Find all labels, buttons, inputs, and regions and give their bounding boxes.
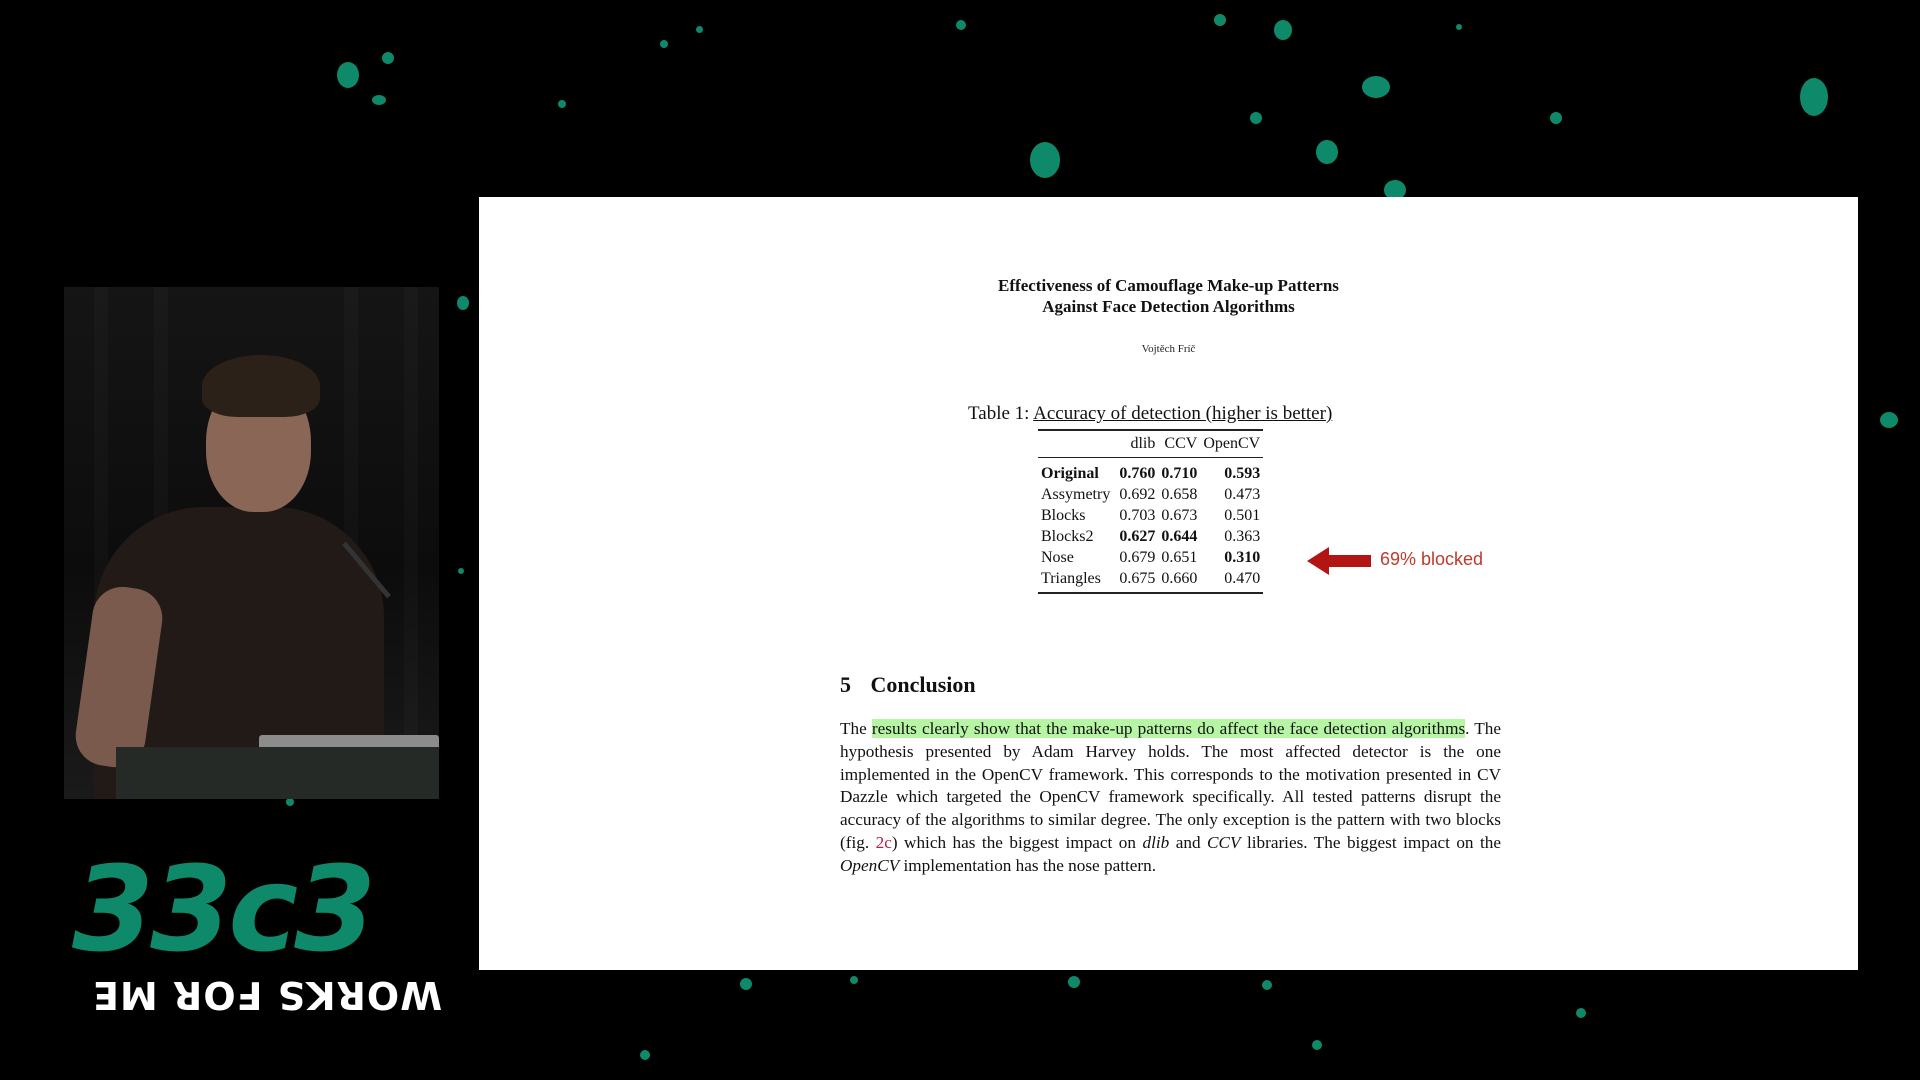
speaker-video <box>64 287 439 799</box>
confetti-dot <box>1362 76 1390 98</box>
row-name: Triangles <box>1041 570 1101 587</box>
confetti-dot <box>1800 78 1828 116</box>
table-header-row <box>1038 430 1263 458</box>
confetti-dot <box>850 976 858 984</box>
confetti-dot <box>640 1050 650 1060</box>
section-heading <box>840 672 976 698</box>
confetti-dot <box>1274 20 1292 40</box>
curtain-fold <box>404 287 418 799</box>
cell-dlib: 0.679 <box>1119 549 1156 566</box>
event-logo <box>72 840 443 1020</box>
confetti-dot <box>696 26 703 33</box>
annotation-label: 69% blocked <box>1380 549 1484 569</box>
table-row <box>1038 505 1263 526</box>
table-header-cell: CCV <box>1164 435 1198 452</box>
confetti-dot <box>1262 980 1272 990</box>
row-name: Original <box>1041 465 1099 482</box>
detection-accuracy-table <box>1038 429 1263 594</box>
table-row <box>1038 568 1263 593</box>
cell-opencv: 0.310 <box>1224 549 1261 566</box>
logo-text: 33c3 <box>72 840 373 978</box>
confetti-dot <box>740 978 752 990</box>
italic-term: dlib <box>1142 832 1170 852</box>
confetti-dot <box>286 798 294 806</box>
text-run: . The hypothesis presented by Adam Harvey holds. The most affected detector is the one implemented in the OpenCV framework. This corresponds to the motivation presented in CV Dazzle which targeted the OpenCV framework specifically. All tested patterns disrupt the accuracy of the algorithms to similar degree. The only exception is the pattern with two blocks (fig. <box>840 719 1502 852</box>
row-name: Blocks <box>1041 507 1086 524</box>
cell-opencv: 0.593 <box>1224 465 1261 482</box>
cell-ccv: 0.660 <box>1161 570 1198 587</box>
cell-ccv: 0.644 <box>1161 528 1198 545</box>
text-run: libraries. The biggest impact on the <box>1246 832 1501 852</box>
presentation-slide <box>479 197 1858 970</box>
cell-dlib: 0.692 <box>1119 486 1156 503</box>
confetti-dot <box>956 20 966 30</box>
cell-opencv: 0.501 <box>1224 507 1261 524</box>
text-run: implementation has the nose pattern. <box>903 855 1156 875</box>
podium <box>116 747 439 799</box>
text-run: The <box>840 719 867 738</box>
italic-term: OpenCV <box>840 855 900 875</box>
cell-dlib: 0.760 <box>1119 465 1156 482</box>
text-run: and <box>1175 832 1201 852</box>
confetti-dot <box>1316 140 1338 164</box>
table-row <box>1038 484 1263 505</box>
confetti-dot <box>1250 112 1262 124</box>
confetti-dot <box>1880 412 1898 428</box>
conclusion-paragraph <box>840 718 1501 878</box>
confetti-dot <box>1068 976 1080 988</box>
logo-subtext: WORKS FOR ME <box>92 973 443 1017</box>
cell-dlib: 0.675 <box>1119 570 1156 587</box>
cell-dlib: 0.703 <box>1119 507 1156 524</box>
confetti-dot <box>1312 1040 1322 1050</box>
confetti-dot <box>660 40 668 48</box>
confetti-dot <box>1214 14 1226 26</box>
table-row <box>1038 458 1263 485</box>
paper-title <box>479 275 1858 317</box>
section-number: 5 <box>840 672 851 697</box>
confetti-dot <box>337 62 359 88</box>
cell-ccv: 0.658 <box>1161 486 1198 503</box>
table-caption-title: Accuracy of detection (higher is better) <box>1033 403 1333 424</box>
confetti-dot <box>457 296 469 310</box>
confetti-dot <box>1030 142 1060 178</box>
table-header-cell <box>1038 430 1116 458</box>
confetti-dot <box>382 52 394 64</box>
table-caption <box>968 403 1332 425</box>
row-name: Blocks2 <box>1041 528 1094 545</box>
speaker-hair <box>202 355 320 417</box>
cell-ccv: 0.651 <box>1161 549 1198 566</box>
confetti-dot <box>458 568 464 574</box>
table-row <box>1038 526 1263 547</box>
section-title: Conclusion <box>870 672 976 697</box>
table-caption-label: Table 1: <box>968 403 1030 424</box>
arrow-left-icon <box>1307 547 1371 575</box>
paper-title-line1: Effectiveness of Camouflage Make-up Patterns <box>998 276 1339 295</box>
paper-author: Vojtěch Fríč <box>1141 343 1196 355</box>
italic-term: CCV <box>1207 832 1241 852</box>
confetti-dot <box>1576 1008 1586 1018</box>
table-header-cell: OpenCV <box>1203 435 1261 452</box>
cell-ccv: 0.710 <box>1161 465 1198 482</box>
confetti-dot <box>558 100 566 108</box>
row-name: Nose <box>1041 549 1074 566</box>
highlighted-text: results clearly show that the make-up patterns do affect the face detection algorithms <box>871 719 1466 738</box>
paper-title-line2: Against Face Detection Algorithms <box>1042 297 1295 316</box>
text-run: ) which has the biggest impact on <box>891 832 1136 852</box>
cell-opencv: 0.473 <box>1224 486 1261 503</box>
cell-dlib: 0.627 <box>1119 528 1156 545</box>
cell-opencv: 0.470 <box>1224 570 1261 587</box>
row-name: Assymetry <box>1041 486 1111 503</box>
table-row <box>1038 547 1263 568</box>
cell-opencv: 0.363 <box>1224 528 1261 545</box>
confetti-dot <box>1550 112 1562 124</box>
confetti-dot <box>1456 24 1462 30</box>
confetti-dot <box>372 95 386 105</box>
figure-reference-link[interactable]: 2c <box>875 832 892 852</box>
cell-ccv: 0.673 <box>1161 507 1198 524</box>
table-header-cell: dlib <box>1130 435 1156 452</box>
